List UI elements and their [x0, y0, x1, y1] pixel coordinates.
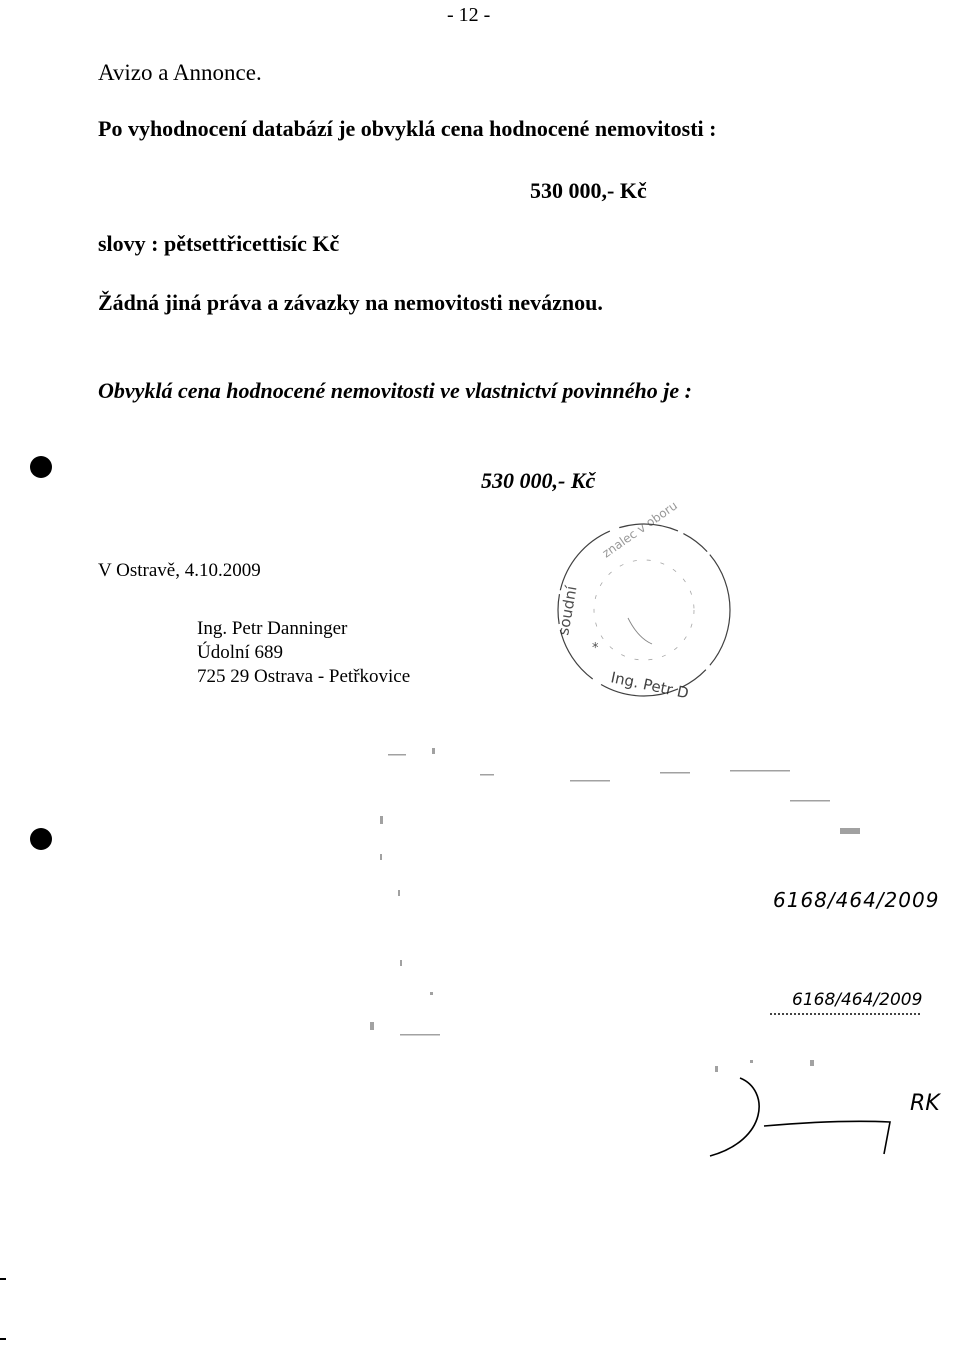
- svg-text:Ing. Petr D: Ing. Petr D: [609, 668, 691, 703]
- place-date: V Ostravě, 4.10.2009: [98, 560, 261, 581]
- heading: Avizo a Annonce.: [98, 60, 262, 85]
- signatory-street: Údolní 689: [197, 642, 284, 663]
- valuation-price: 530 000,- Kč: [530, 178, 647, 203]
- signatory-name: Ing. Petr Danninger: [197, 618, 348, 639]
- price-in-words: slovy : pětsettřicettisíc Kč: [98, 231, 340, 256]
- owner-price-lead: Obvyklá cena hodnocené nemovitosti ve vlastnictví povinného je :: [98, 378, 692, 403]
- valuation-lead: Po vyhodnocení databází je obvyklá cena hodnocené nemovitosti :: [98, 116, 717, 141]
- svg-text:znalec v oboru: znalec v oboru: [599, 498, 680, 561]
- signature-initials: RK: [910, 1091, 940, 1116]
- svg-text:*: *: [592, 641, 599, 656]
- handwritten-reference: 6168/464/2009: [792, 990, 923, 1010]
- svg-text:soudní: soudní: [554, 584, 581, 637]
- owner-price-value: 530 000,- Kč: [481, 468, 596, 493]
- handwritten-signature: [700, 1070, 960, 1160]
- punch-hole: [30, 828, 52, 850]
- edge-mark: [0, 1278, 6, 1280]
- punch-hole: [30, 456, 52, 478]
- signatory-city: 725 29 Ostrava - Petřkovice: [197, 666, 411, 687]
- dotted-line: [770, 1013, 920, 1015]
- page-number: - 12 -: [447, 4, 491, 26]
- edge-mark: [0, 1338, 6, 1340]
- rights-statement: Žádná jiná práva a závazky na nemovitosti neváznou.: [98, 290, 603, 315]
- handwritten-reference: 6168/464/2009: [773, 888, 940, 912]
- expert-stamp: [548, 498, 748, 718]
